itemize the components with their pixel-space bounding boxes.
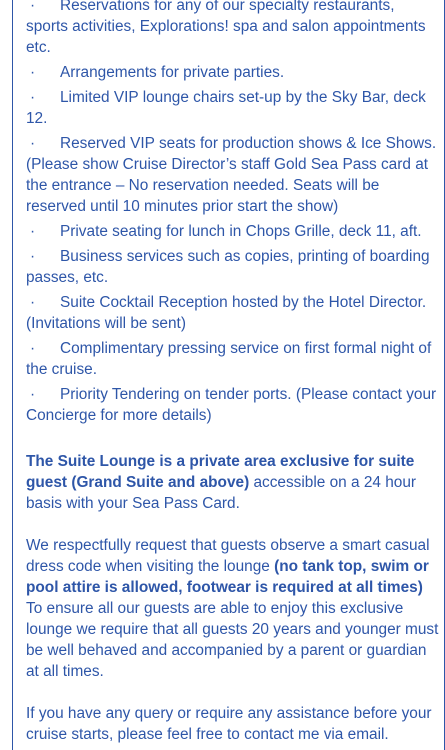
- suite-lounge-text: accessible on a 24 hour basis with your Sea Pass Card.: [26, 474, 417, 512]
- suite-lounge-paragraph: [26, 451, 440, 514]
- left-border-line: [12, 0, 13, 750]
- list-item-text: Reserved VIP seats for production shows & Ice Shows. (Please show Cruise Director’s staff Gold Sea Pass card at the entrance – No reservation needed. Seats will be reserved until 10 minutes prior start the show): [26, 135, 437, 215]
- bullet-icon: ·: [30, 0, 36, 14]
- dress-code-bold-text: (no tank top, swim or pool attire is allowed, footwear is required at all times): [26, 558, 429, 596]
- list-item-text: Business services such as copies, printing of boarding passes, etc.: [26, 248, 430, 286]
- list-item: [26, 292, 440, 334]
- list-item: [26, 133, 440, 217]
- document-body: [26, 0, 440, 745]
- bullet-icon: ·: [30, 340, 36, 357]
- list-item-text: Private seating for lunch in Chops Grille, deck 11, aft.: [60, 223, 422, 240]
- contact-paragraph: If you have any query or require any assistance before your cruise starts, please feel free to contact me via email.: [26, 705, 432, 743]
- list-item: [26, 338, 440, 380]
- bullet-icon: ·: [30, 135, 36, 152]
- list-item: [26, 87, 440, 129]
- dress-code-paragraph: [26, 535, 440, 598]
- bullet-icon: ·: [30, 294, 36, 311]
- bullet-icon: ·: [30, 64, 36, 81]
- bullet-icon: ·: [30, 89, 36, 106]
- paragraph-spacer: [26, 682, 440, 703]
- bullet-icon: ·: [30, 386, 36, 403]
- paragraph-spacer: [26, 514, 440, 535]
- age-policy-paragraph: To ensure all our guests are able to enjoy this exclusive lounge we require that all guests 20 years and younger must be well behaved and accompanied by a parent or guardian at all times.: [26, 600, 439, 680]
- list-item-text: Suite Cocktail Reception hosted by the Hotel Director. (Invitations will be sent): [26, 294, 427, 332]
- list-item: [26, 62, 440, 83]
- list-item-text: Limited VIP lounge chairs set-up by the Sky Bar, deck 12.: [26, 89, 426, 127]
- list-item-text: Priority Tendering on tender ports. (Please contact your Concierge for more details): [26, 386, 437, 424]
- list-item: [26, 384, 440, 426]
- bullet-icon: ·: [30, 248, 36, 265]
- list-item: [26, 0, 440, 58]
- list-item-text: Reservations for any of our specialty restaurants, sports activities, Explorations! spa and salon appointments etc.: [26, 0, 426, 56]
- dress-code-text: We respectfully request that guests observe a smart casual dress code when visiting the lounge: [26, 537, 430, 575]
- paragraph-spacer: [26, 430, 440, 451]
- suite-lounge-bold-text: The Suite Lounge is a private area exclusive for suite guest (Grand Suite and above): [26, 453, 415, 491]
- list-item: [26, 221, 440, 242]
- suite-perks-list: [26, 0, 440, 426]
- list-item-text: Arrangements for private parties.: [60, 64, 285, 81]
- list-item: [26, 246, 440, 288]
- list-item-text: Complimentary pressing service on first formal night of the cruise.: [26, 340, 432, 378]
- bullet-icon: ·: [30, 223, 36, 240]
